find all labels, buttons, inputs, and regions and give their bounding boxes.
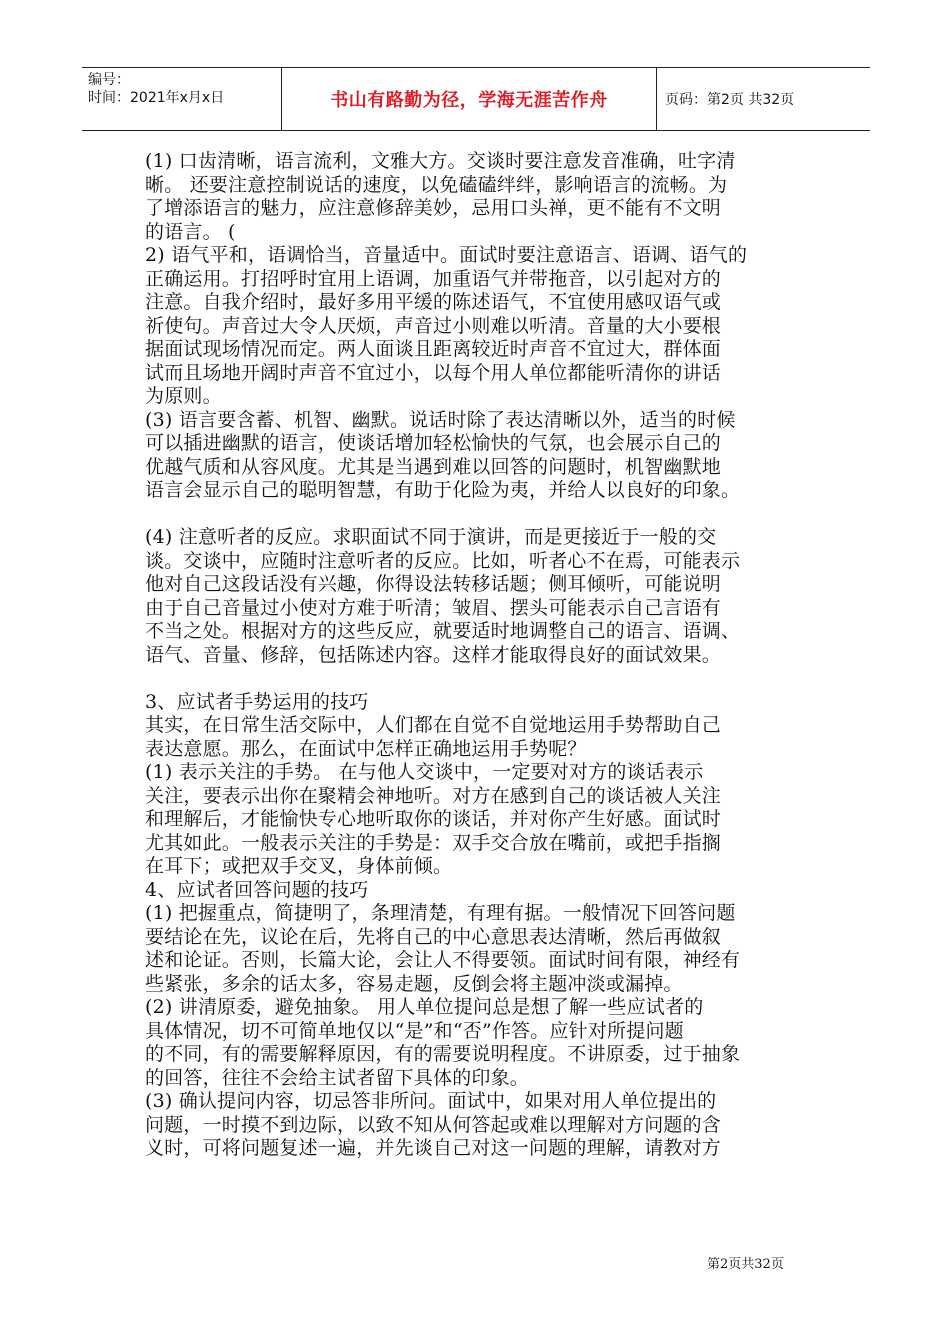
header-page-cell [657, 68, 870, 130]
text-line: 2) 语气平和，语调恰当，音量适中。面试时要注意语言、语调、语气的 [145, 244, 748, 266]
text-line: 的回答，往往不会给主试者留下具体的印象。 [145, 1066, 530, 1089]
text-line: 在耳下；或把双手交叉，身体前倾。 [145, 855, 453, 877]
text-line: (2) 讲清原委，避免抽象。 用人单位提问总是想了解一些应试者的 [145, 996, 704, 1018]
text-line: (1) 表示关注的手势。 在与他人交谈中，一定要对对方的谈话表示 [145, 761, 704, 783]
text-line: 晰。 还要注意控制说话的速度，以免磕磕绊绊，影响语言的流畅。为 [145, 173, 728, 196]
text-line: 不当之处。根据对方的这些反应，就要适时地调整自己的语言、语调、 [145, 620, 741, 642]
text-line: 正确运用。打招呼时宜用上语调，加重语气并带拖音，以引起对方的 [145, 267, 722, 290]
text-line: (1) 口齿清晰，语言流利，文雅大方。交谈时要注意发音准确，吐字清 [145, 150, 736, 172]
text-line: 谈。交谈中，应随时注意听者的反应。比如，听者心不在焉，可能表示 [145, 549, 741, 572]
text-line: (1) 把握重点，简捷明了，条理清楚，有理有据。一般情况下回答问题 [145, 902, 736, 924]
text-line: 的语言。 ( [145, 220, 236, 243]
text-line: 其实，在日常生活交际中，人们都在自觉不自觉地运用手势帮助自己 [145, 714, 722, 736]
number-label: 编号： [88, 72, 130, 88]
text-line: 表达意愿。那么，在面试中怎样正确地运用手势呢？ [145, 737, 587, 760]
text-line: 注意。自我介绍时，最好多用平缓的陈述语气，不宜使用感叹语气或 [145, 291, 722, 313]
text-line: 试而且场地开阔时声音不宜过小，以每个用人单位都能听清你的讲话 [145, 361, 722, 384]
header-motto-cell [282, 68, 657, 130]
text-line: 语言会显示自己的聪明智慧，有助于化险为夷，并给人以良好的印象。 [145, 479, 741, 501]
text-line: 4、应试者回答问题的技巧 [145, 878, 369, 901]
text-line: 问题，一时摸不到边际，以致不知从何答起或难以理解对方问题的含 [145, 1113, 722, 1136]
header-page-info: 页码：第2页 共32页 [665, 92, 795, 108]
blank-line [145, 667, 810, 691]
blank-line [145, 503, 810, 527]
time-label: 时间：2021年x月x日 [88, 90, 225, 106]
text-line: 尤其如此。一般表示关注的手势是：双手交合放在嘴前，或把手指搁 [145, 831, 722, 854]
text-line: (4) 注意听者的反应。求职面试不同于演讲，而是更接近于一般的交 [145, 526, 717, 548]
text-line: 优越气质和从容风度。尤其是当遇到难以回答的问题时，机智幽默地 [145, 455, 722, 478]
text-line: (3) 语言要含蓄、机智、幽默。说话时除了表达清晰以外，适当的时候 [145, 408, 736, 431]
text-line: 述和论证。否则，长篇大论，会让人不得要领。面试时间有限，神经有 [145, 949, 741, 971]
text-line: 的不同，有的需要解释原因，有的需要说明程度。不讲原委，过于抽象 [145, 1043, 741, 1065]
text-line: 据面试现场情况而定。两人面谈且距离较近时声音不宜过大，群体面 [145, 338, 722, 360]
text-line: (3) 确认提问内容，切忌答非所问。面试中，如果对用人单位提出的 [145, 1090, 717, 1112]
document-body [145, 150, 810, 1161]
text-line: 为原则。 [145, 385, 222, 407]
motto-text: 书山有路勤为径，学海无涯苦作舟 [330, 90, 608, 111]
text-line: 他对自己这段话没有兴趣，你得设法转移话题；侧耳倾听，可能说明 [145, 573, 722, 595]
text-line: 些紧张，多余的话太多，容易走题，反倒会将主题冲淡或漏掉。 [145, 972, 683, 995]
text-line: 具体情况，切不可简单地仅以“是”和“否”作答。应针对所提问题 [145, 1019, 684, 1042]
text-line: 祈使句。声音过大令人厌烦，声音过小则难以听清。音量的大小要根 [145, 314, 722, 337]
page-footer: 第2页共32页 [707, 1257, 784, 1272]
text-line: 关注，要表示出你在聚精会神地听。对方在感到自己的谈话被人关注 [145, 784, 722, 807]
text-line: 由于自己音量过小使对方难于听清；皱眉、摆头可能表示自己言语有 [145, 596, 722, 619]
text-line: 3、应试者手势运用的技巧 [145, 690, 369, 713]
text-line: 要结论在先，议论在后，先将自己的中心意思表达清晰，然后再做叙 [145, 925, 722, 948]
text-line: 语气、音量、修辞，包括陈述内容。这样才能取得良好的面试效果。 [145, 643, 722, 666]
text-line: 了增添语言的魅力，应注意修辞美妙，忌用口头禅，更不能有不文明 [145, 197, 722, 219]
header-meta-cell [82, 68, 282, 130]
text-line: 义时，可将问题复述一遍，并先谈自己对这一问题的理解，请教对方 [145, 1137, 722, 1159]
document-header [82, 67, 870, 131]
text-line: 可以插进幽默的语言，使谈话增加轻松愉快的气氛，也会展示自己的 [145, 432, 722, 454]
text-line: 和理解后，才能愉快专心地听取你的谈话，并对你产生好感。面试时 [145, 808, 722, 830]
